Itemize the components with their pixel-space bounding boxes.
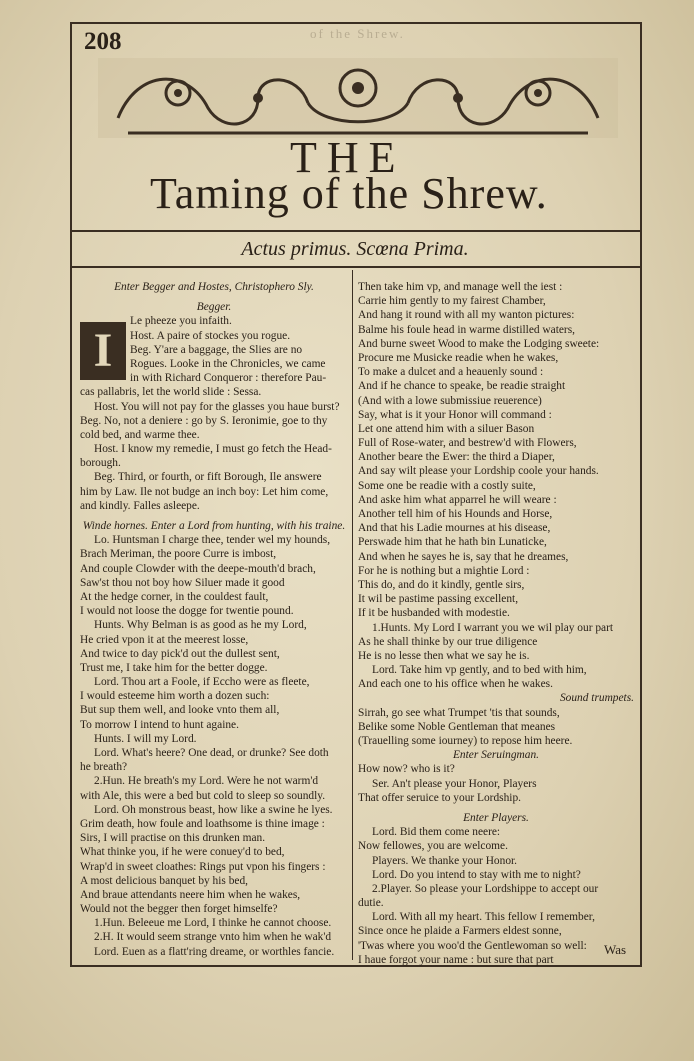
text-line: And couple Clowder with the deepe-mouth'd brach, [80,562,316,575]
text-line: Le pheeze you infaith. [130,315,232,328]
text-line: To make a dulcet and a heauenly sound : [358,366,544,379]
text-line: Winde hornes. Enter a Lord from hunting, with his traine. [82,520,346,532]
top-rule [70,22,640,24]
text-line: Sirrah, go see what Trumpet 'tis that sounds, [358,706,560,719]
title-the: THE [290,133,406,182]
text-line: Lord. Euen as a flatt'ring dreame, or worthles fancie. [94,945,335,958]
text-line: And each one to his office when he wakes. [358,678,553,691]
text-line: Enter Seruingman. [452,749,540,762]
text-line: This do, and do it kindly, gentle sirs, [358,578,525,591]
text-line: Beg. No, not a deniere : go by S. Ieronimie, goe to thy [80,414,328,427]
text-line: and kindly. Falles asleepe. [80,499,200,512]
text-line: Lord. Bid them come neere: [372,826,501,839]
text-line: Procure me Musicke readie when he wakes, [358,351,559,364]
text-line: Trust me, I take him for the better dogge. [80,661,268,674]
text-line: borough. [80,457,121,470]
column-divider [352,270,353,960]
text-line: And hang it round with all my wanton pictures: [358,309,575,322]
text-line: Another beare the Ewer: the third a Diaper, [358,451,555,464]
text-line: And aske him what apparrel he will weare : [358,493,557,506]
text-line: And that his Ladie mournes at his disease, [358,522,551,535]
drop-capital: I [80,322,126,380]
text-line: Belike some Noble Gentleman that meanes [358,720,556,733]
text-line: Since once he plaide a Farmers eldest sonne, [358,925,562,938]
text-line: 2.H. It would seem strange vnto him when he wak'd [94,931,332,944]
text-line: Let one attend him with a siluer Bason [358,422,535,435]
text-line: As he shall thinke by our true diligence [358,635,538,648]
text-line: Say, what is it your Honor will command : [358,408,552,421]
text-line: dutie. [358,897,384,910]
text-line: Host. I know my remedie, I must go fetch the Head- [94,443,332,456]
text-line: Lord. With all my heart. This fellow I remember, [372,911,595,924]
text-line: Lord. Take him vp gently, and to bed with him, [372,664,587,677]
running-head: of the Shrew. [310,26,405,41]
text-line: And if he chance to speake, be readie straight [358,380,566,393]
text-line: But sup them well, and looke vnto them all, [80,704,280,717]
text-line: Host. You will not pay for the glasses you haue burst? [94,400,340,413]
text-line: Another tell him of his Hounds and Horse, [358,508,553,520]
left-text-column [80,280,348,959]
text-line: Perswade him that he hath bin Lunaticke, [358,536,547,549]
text-line: 2.Hun. He breath's my Lord. Were he not warm'd [94,775,319,788]
text-line: Hunts. Why Belman is as good as he my Lord, [94,619,307,632]
catchword: Was [604,942,627,957]
text-line: 1.Hun. Beleeue me Lord, I thinke he cannot choose. [94,917,332,930]
text-line: Balme his foule head in warme distilled waters, [358,323,575,336]
text-line: (And with a lowe submissiue reuerence) [358,394,542,407]
text-line: Begger. [196,301,232,314]
text-line: Brach Meriman, the poore Curre is imbost, [80,548,277,561]
text-line: Lo. Huntsman I charge thee, tender wel my hounds, [94,534,331,547]
act-heading: Actus primus. Scœna Prima. [241,238,469,260]
text-line: 2.Player. So please your Lordshippe to accept our [372,882,599,895]
text-line: cas pallabris, let the world slide : Sessa. [80,386,262,399]
text-line: Host. A paire of stockes you rogue. [130,329,291,342]
text-line: Rogues. Looke in the Chronicles, we came [130,357,326,370]
right-text-column [358,280,634,967]
text-line: he breath? [80,761,128,774]
text-line: Sirs, I will practise on this drunken man. [80,832,266,845]
text-line: Carrie him gently to my fairest Chamber, [358,295,546,308]
text-line: Beg. Y'are a baggage, the Slies are no [130,343,303,356]
text-line: Hunts. I will my Lord. [94,732,197,745]
text-line: Lord. Oh monstrous beast, how like a swine he lyes. [94,803,333,816]
text-line: That offer seruice to your Lordship. [358,791,522,804]
text-line: 'Twas where you woo'd the Gentlewoman so well: [358,939,587,952]
headpiece-ornament [98,58,618,138]
page-number: 208 [84,28,122,55]
text-line: Then take him vp, and manage well the iest : [358,281,563,293]
text-line: Ser. An't please your Honor, Players [372,777,537,790]
text-line: At the hedge corner, in the couldest fault, [80,590,269,603]
text-line: I would esteeme him worth a dozen such: [80,690,270,703]
text-line: How now? who is it? [358,763,455,776]
text-line: I haue forgot your name : but sure that part [358,953,554,966]
text-line: Full of Rose-water, and bestrew'd with Flowers, [358,437,577,450]
text-line: Enter Begger and Hostes, Christophero Sly. [114,281,314,293]
text-line: It wil be pastime passing excellent, [358,593,519,606]
text-line: Enter Players. [463,811,529,824]
text-line: A most delicious banquet by his bed, [80,874,248,887]
text-line: And say wilt please your Lordship coole your hands. [358,465,599,478]
text-line: He is no lesse then what we say he is. [358,649,530,662]
text-line: Grim death, how foule and loathsome is thine image : [80,817,325,830]
text-line: If it be husbanded with modestie. [358,607,510,620]
text-line: Lord. What's heere? One dead, or drunke? See doth [94,747,329,759]
text-line: Beg. Third, or fourth, or fift Borough, Ile answere [94,471,322,484]
text-line: Some one be readie with a costly suite, [358,479,536,492]
text-line: Wrap'd in sweet cloathes: Rings put vpon his fingers : [80,860,326,873]
text-line: What thinke you, if he were conuey'd to bed, [80,846,285,859]
text-line: He cried vpon it at the meerest losse, [80,633,249,646]
text-line: (Trauelling some iourney) to repose him heere. [358,735,573,747]
text-line: And burne sweet Wood to make the Lodging sweete: [358,337,600,350]
text-line: cold bed, and warme thee. [80,428,200,441]
text-line: Would not the begger then forget himselfe? [80,903,278,916]
text-line: him by Law. Ile not budge an inch boy: Let him come, [80,485,329,498]
text-line: in with Richard Conqueror : therefore Pau- [130,372,327,385]
title-rule-top [70,230,640,232]
text-line: To morrow I intend to hunt againe. [80,718,239,731]
text-line: Lord. Thou art a Foole, if Eccho were as fleete, [94,676,310,689]
text-line: 1.Hunts. My Lord I warrant you we wil play our part [372,621,614,634]
text-line: I would not loose the dogge for twentie pound. [80,605,294,618]
text-line: And when he sayes he is, say that he dreames, [358,550,569,563]
text-line: Sound trumpets. [559,692,634,705]
text-line: Saw'st thou not boy how Siluer made it good [80,576,285,589]
text-line: And braue attendants neere him when he wakes, [80,888,301,901]
text-line: Lord. Do you intend to stay with me to night? [372,868,581,881]
text-line: For he is nothing but a mightie Lord : [358,564,530,577]
title-rule-bottom [70,266,640,268]
text-line: Now fellowes, you are welcome. [358,840,508,853]
text-line: with Ale, this were a bed but cold to sleep so soundly. [80,789,326,802]
text-line: Players. We thanke your Honor. [372,854,518,867]
text-line: And twice to day pick'd out the dullest sent, [80,647,280,660]
play-title: Taming of the Shrew. [150,169,548,218]
